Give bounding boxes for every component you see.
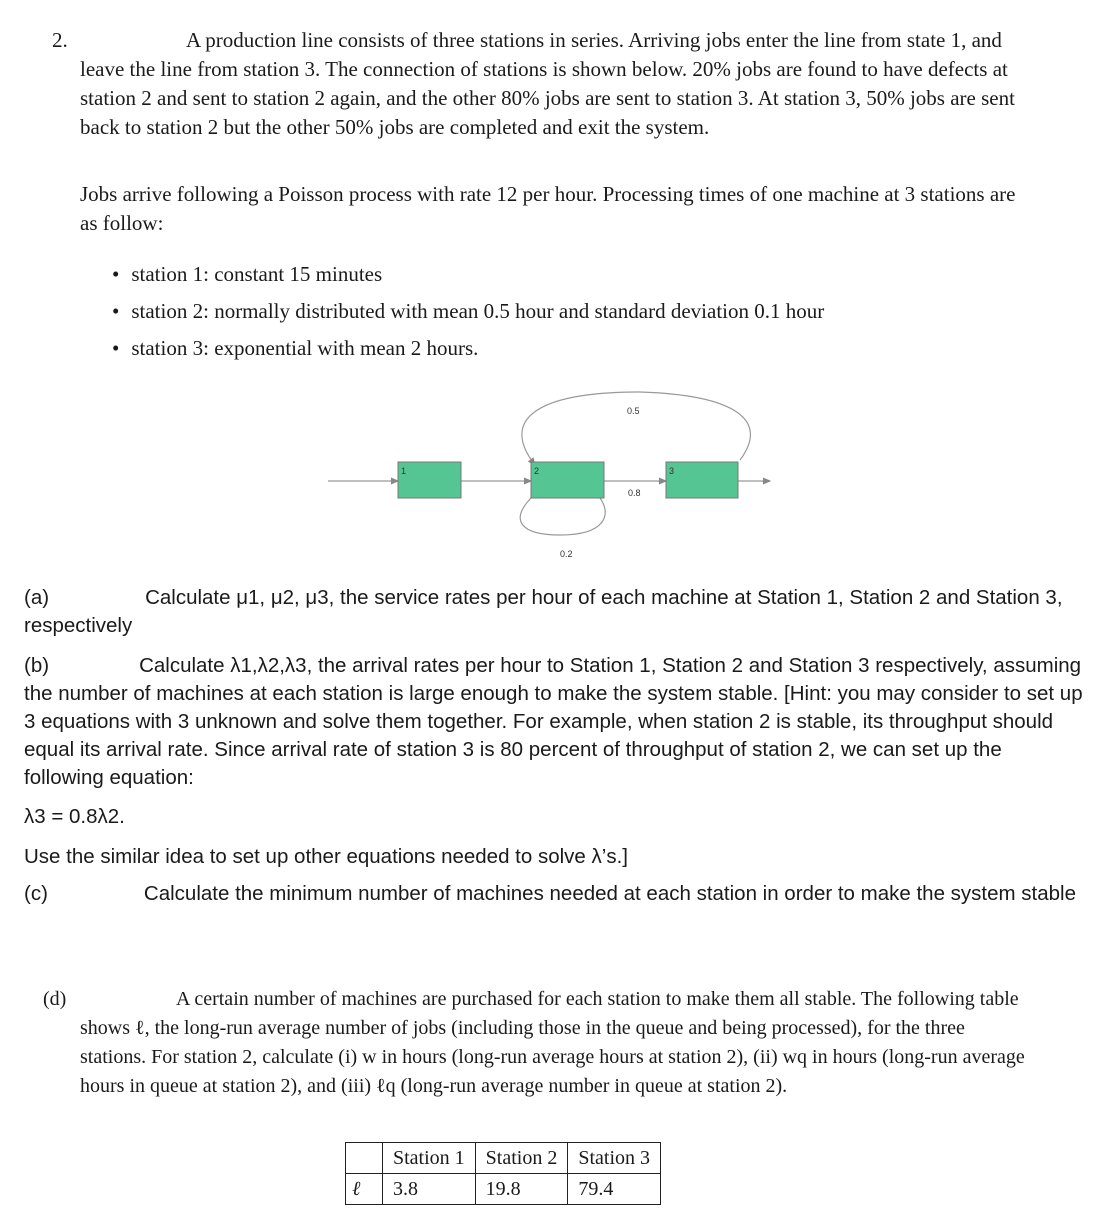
part-a-label: (a) <box>24 586 50 609</box>
table-header-cell: Station 2 <box>475 1143 568 1174</box>
question-intro: A production line consists of three stations in series. Arriving jobs enter the line from state 1, and leave the line from station 3. The connection of stations is shown below. 20% jobs are found to have defects at station 2 and sent to station 2 again, and the other 80% jobs are sent to station 3. At station 3, 50% jobs are sent back to station 2 but the other 50% jobs are completed and exit the system. <box>80 28 1015 139</box>
station-box-3 <box>666 462 738 498</box>
list-item: • station 1: constant 15 minutes <box>112 256 824 293</box>
table-header-cell: Station 1 <box>383 1143 476 1174</box>
average-jobs-table <box>345 1142 661 1205</box>
table-cell: 19.8 <box>475 1174 568 1205</box>
station-box-2 <box>531 462 604 498</box>
part-d-label: (d) <box>43 988 67 1010</box>
table-cell: 3.8 <box>383 1174 476 1205</box>
table-header-row <box>346 1143 661 1174</box>
part-c-text: Calculate the minimum number of machines needed at each station in order to make the system stable <box>143 882 1076 905</box>
prob-feedback-label: 0.5 <box>627 406 640 416</box>
arrival-description: Jobs arrive following a Poisson process with rate 12 per hour. Processing times of one machine at 3 stations are as follow: <box>80 182 1016 235</box>
part-d-text: A certain number of machines are purchased for each station to make them all stable. The following table shows ℓ, the long-run average number of jobs (including those in the queue and being processed), for the three stations. For station 2, calculate (i) w in hours (long-run average hours at station 2), (ii) wq in hours (long-run average hours in queue at station 2), and (iii) ℓq (long-run average number in queue at station 2). <box>80 988 1025 1097</box>
station-label-1: 1 <box>401 466 407 476</box>
part-a-text: Calculate μ1, μ2, μ3, the service rates per hour of each machine at Station 1, Station 2 and Station 3, respectively <box>24 586 1063 637</box>
feedback-loop-3-to-2 <box>522 392 751 465</box>
part-b-closing: Use the similar idea to set up other equations needed to solve λ’s.] <box>24 845 628 868</box>
table-row <box>346 1174 661 1205</box>
table-corner-cell <box>346 1143 383 1174</box>
part-d <box>43 985 1025 1101</box>
part-c <box>24 880 1084 908</box>
part-b-label: (b) <box>24 654 50 677</box>
part-b-text: Calculate λ1,λ2,λ3, the arrival rates per hour to Station 1, Station 2 and Station 3 respectively, assuming the number of machines at each station is large enough to make the system stable. [Hint: you may consider to set up 3 equations with 3 unknown and solve them together. For example, when station 2 is stable, its throughput should equal its arrival rate. Since arrival rate of station 3 is 80 percent of throughput of station 2, we can set up the following equation: <box>24 654 1083 789</box>
part-b <box>24 652 1084 792</box>
table-row-symbol: ℓ <box>346 1174 383 1205</box>
list-item: • station 2: normally distributed with mean 0.5 hour and standard deviation 0.1 hour <box>112 293 824 330</box>
table-cell: 79.4 <box>568 1174 661 1205</box>
station-network-diagram <box>0 0 1100 580</box>
station-label-2: 2 <box>534 466 540 476</box>
table-header-cell: Station 3 <box>568 1143 661 1174</box>
station-box-1 <box>398 462 461 498</box>
part-b-equation: λ3 = 0.8λ2. <box>24 805 125 828</box>
self-loop-station-2 <box>520 498 605 535</box>
question-number: 2. <box>52 28 68 52</box>
list-item: • station 3: exponential with mean 2 hours. <box>112 330 824 367</box>
part-c-label: (c) <box>24 882 48 905</box>
prob-forward-label: 0.8 <box>628 488 641 498</box>
station-label-3: 3 <box>669 466 675 476</box>
part-a <box>24 584 1084 640</box>
prob-self-loop-label: 0.2 <box>560 549 573 559</box>
